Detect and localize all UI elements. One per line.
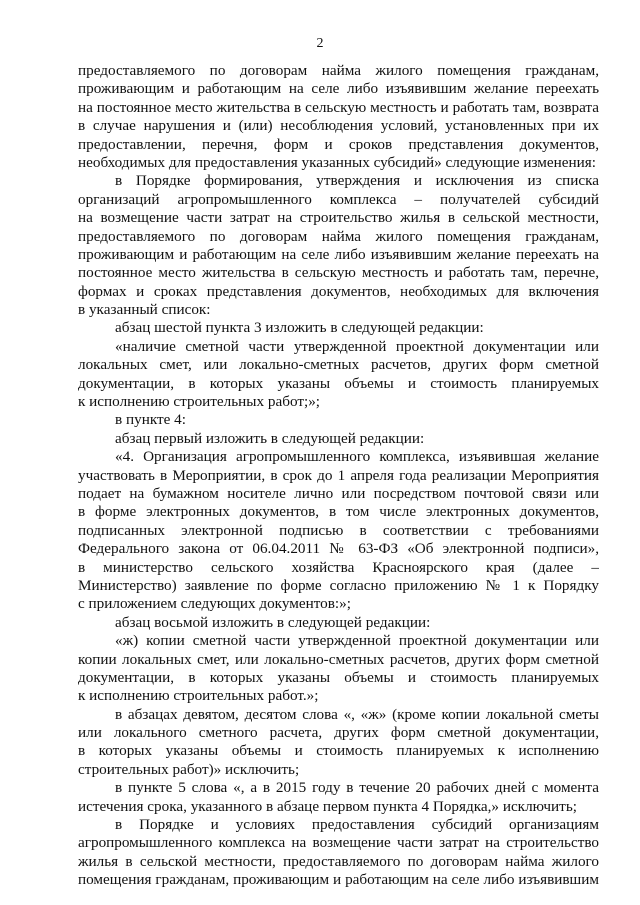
text-line: помещения гражданам, проживающим и работающим на селе либо изъявившим bbox=[78, 871, 599, 889]
text-line: абзац первый изложить в следующей редакции: bbox=[115, 429, 425, 447]
text-line: предоставлении, перечня, форм и сроков представления документов, bbox=[78, 135, 599, 153]
text-line: организаций агропромышленного комплекса – получателей субсидий bbox=[78, 190, 599, 208]
text-line: копии локальных смет, или локально-сметных расчетов, других форм сметной bbox=[78, 650, 599, 668]
text-line: в пункте 5 слова «, а в 2015 году в течение 20 рабочих дней с момента bbox=[115, 779, 599, 797]
text-line: «4. Организация агропромышленного комплекса, изъявившая желание bbox=[115, 448, 599, 466]
text-line: агропромышленного комплекса на возмещение части затрат на строительство bbox=[78, 834, 599, 852]
document-body bbox=[78, 62, 599, 890]
text-line: к исполнению строительных работ.»; bbox=[78, 687, 319, 705]
text-line: участвовать в Мероприятии, в срок до 1 апреля года реализации Мероприятия bbox=[78, 466, 599, 484]
text-line: в форме электронных документов, в том числе электронных документов, bbox=[78, 503, 599, 521]
text-line: истечения срока, указанного в абзаце первом пункта 4 Порядка,» исключить; bbox=[78, 797, 577, 815]
text-line: документации, в которых указаны объемы и стоимость планируемых bbox=[78, 374, 599, 392]
text-line: в указанный список: bbox=[78, 301, 211, 319]
text-line: в пункте 4: bbox=[115, 411, 186, 429]
text-line: в которых указаны объемы и стоимость планируемых к исполнению bbox=[78, 742, 599, 760]
text-line: подписанных электронной подписью в соответствии с требованиями bbox=[78, 521, 599, 539]
text-line: в Порядке и условиях предоставления субсидий организациям bbox=[115, 816, 599, 834]
text-line: документации, в которых указаны объемы и стоимость планируемых bbox=[78, 668, 599, 686]
text-line: локальных смет, или локально-сметных расчетов, других форм сметной bbox=[78, 356, 599, 374]
text-line: постоянное место жительства в сельскую местность и работать там, перечне, bbox=[78, 264, 599, 282]
text-line: проживающим и работающим на селе либо изъявившим желание переехать bbox=[78, 80, 599, 98]
text-line: «ж) копии сметной части утвержденной проектной документации или bbox=[115, 632, 599, 650]
text-line: в абзацах девятом, десятом слова «, «ж» (кроме копии локальной сметы bbox=[115, 705, 599, 723]
text-line: абзац шестой пункта 3 изложить в следующей редакции: bbox=[115, 319, 484, 337]
text-line: на возмещение части затрат на строительство жилья в сельской местности, bbox=[78, 209, 599, 227]
text-line: предоставляемого по договорам найма жилого помещения гражданам, bbox=[78, 62, 599, 79]
text-line: на постоянное место жительства в сельскую местность и работать там, возврата bbox=[78, 98, 599, 116]
text-line: подает на бумажном носителе лично или посредством почтовой связи или bbox=[78, 484, 599, 502]
text-line: Федерального закона от 06.04.2011 № 63-ФЗ «Об электронной подписи», bbox=[78, 540, 599, 558]
text-line: в случае нарушения и (или) несоблюдения условий, установленных при их bbox=[78, 117, 599, 135]
text-line: жилья в сельской местности, предоставляемого по договорам найма жилого bbox=[78, 852, 599, 870]
text-line: в министерство сельского хозяйства Красноярского края (далее – bbox=[78, 558, 599, 576]
text-line: предоставляемого по договорам найма жилого помещения гражданам, bbox=[78, 227, 599, 245]
page-number: 2 bbox=[316, 36, 324, 51]
text-line: строительных работ)» исключить; bbox=[78, 760, 300, 778]
text-line: Министерство) заявление по форме согласно приложению № 1 к Порядку bbox=[78, 576, 599, 594]
text-line: необходимых для предоставления указанных субсидий» следующие изменения: bbox=[78, 153, 596, 171]
text-line: к исполнению строительных работ;»; bbox=[78, 393, 321, 411]
text-line: «наличие сметной части утвержденной проектной документации или bbox=[115, 337, 599, 355]
text-line: абзац восьмой изложить в следующей редакции: bbox=[115, 613, 431, 631]
text-line: или локального сметного расчета, других форм сметной документации, bbox=[78, 724, 599, 742]
text-line: с приложением следующих документов:»; bbox=[78, 595, 351, 613]
text-line: проживающим и работающим на селе либо изъявившим желание переехать на bbox=[78, 245, 599, 263]
text-line: в Порядке формирования, утверждения и исключения из списка bbox=[115, 172, 599, 190]
text-line: формах и сроках представления документов, необходимых для включения bbox=[78, 282, 599, 300]
